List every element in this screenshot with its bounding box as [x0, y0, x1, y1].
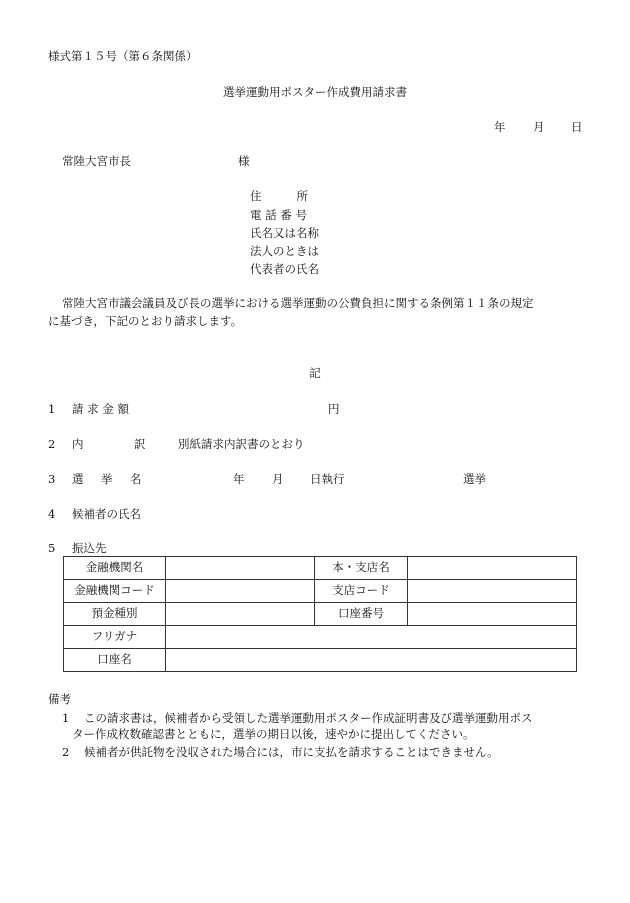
breakdown-value: 別紙請求内訳書のとおり	[178, 437, 305, 451]
applicant-representative-label: 代表者の氏名	[250, 262, 319, 276]
account-number-label: 口座番号	[315, 603, 408, 626]
table-row	[64, 626, 577, 649]
bank-code-cell[interactable]	[166, 580, 315, 603]
item-number: 1	[48, 402, 56, 416]
date-month: 月	[533, 120, 545, 134]
body-line-1: 常陸大宮市議会議員及び長の選挙における選挙運動の公費負担に関する条例第１１条の規定	[62, 296, 534, 310]
note-2	[62, 745, 590, 761]
note-1	[62, 711, 590, 742]
item-number: 5	[48, 541, 56, 555]
election-year: 年	[233, 472, 245, 486]
election-label-a: 選	[72, 472, 84, 486]
account-name-label: 口座名	[64, 649, 166, 672]
applicant-phone-label: 電 話 番 号	[250, 208, 307, 222]
account-number-cell[interactable]	[408, 603, 577, 626]
date-day: 日	[571, 120, 583, 134]
addressee-honorific: 様	[238, 154, 250, 168]
body-line-2: に基づき，下記のとおり請求します。	[48, 314, 243, 328]
election-label-c: 名	[130, 472, 142, 486]
bank-table	[63, 556, 577, 672]
note-2-line-1: 候補者が供託物を没収された場合には，市に支払を請求することはできません。	[84, 745, 499, 759]
date-year: 年	[494, 120, 506, 134]
note-number: 2	[62, 745, 70, 759]
account-name-cell[interactable]	[166, 649, 577, 672]
table-row	[64, 580, 577, 603]
candidate-label: 候補者の氏名	[72, 507, 141, 521]
election-suffix: 選挙	[463, 472, 486, 486]
document-title: 選挙運動用ポスター作成費用請求書	[223, 85, 407, 99]
table-row	[64, 557, 577, 580]
branch-code-label: 支店コード	[315, 580, 408, 603]
notes-heading: 備考	[48, 692, 71, 706]
transfer-label: 振込先	[72, 541, 107, 555]
applicant-address-label: 住 所	[250, 189, 312, 203]
applicant-corp-note: 法人のときは	[250, 244, 319, 258]
branch-name-cell[interactable]	[408, 557, 577, 580]
bank-name-label: 金融機関名	[64, 557, 166, 580]
branch-code-cell[interactable]	[408, 580, 577, 603]
bank-name-cell[interactable]	[166, 557, 315, 580]
table-row	[64, 649, 577, 672]
table-row	[64, 603, 577, 626]
note-1-line-2: ター作成枚数確認書とともに，選挙の期日以後，速やかに提出してください。	[72, 726, 475, 741]
election-month: 月	[272, 472, 284, 486]
furigana-label: フリガナ	[64, 626, 166, 649]
note-1-line-1: この請求書は，候補者から受領した選挙運動用ポスター作成証明書及び選挙運動用ポス	[84, 711, 533, 725]
bank-code-label: 金融機関コード	[64, 580, 166, 603]
amount-label: 請 求 金 額	[72, 402, 129, 416]
deposit-type-cell[interactable]	[166, 603, 315, 626]
deposit-type-label: 預金種別	[64, 603, 166, 626]
election-label-b: 挙	[101, 472, 113, 486]
furigana-cell[interactable]	[166, 626, 577, 649]
addressee-name: 常陸大宮市長	[62, 154, 131, 168]
note-number: 1	[62, 711, 70, 725]
item-number: 3	[48, 472, 56, 486]
item-number: 2	[48, 437, 56, 451]
item-number: 4	[48, 507, 56, 521]
branch-name-label: 本・支店名	[315, 557, 408, 580]
amount-unit: 円	[328, 402, 340, 416]
breakdown-label-a: 内	[72, 437, 84, 451]
applicant-name-label: 氏名又は名称	[250, 226, 319, 240]
election-day: 日執行	[310, 472, 345, 486]
form-number: 様式第１５号（第６条関係）	[48, 49, 198, 63]
breakdown-label-b: 訳	[134, 437, 146, 451]
ki-heading: 記	[309, 366, 321, 380]
